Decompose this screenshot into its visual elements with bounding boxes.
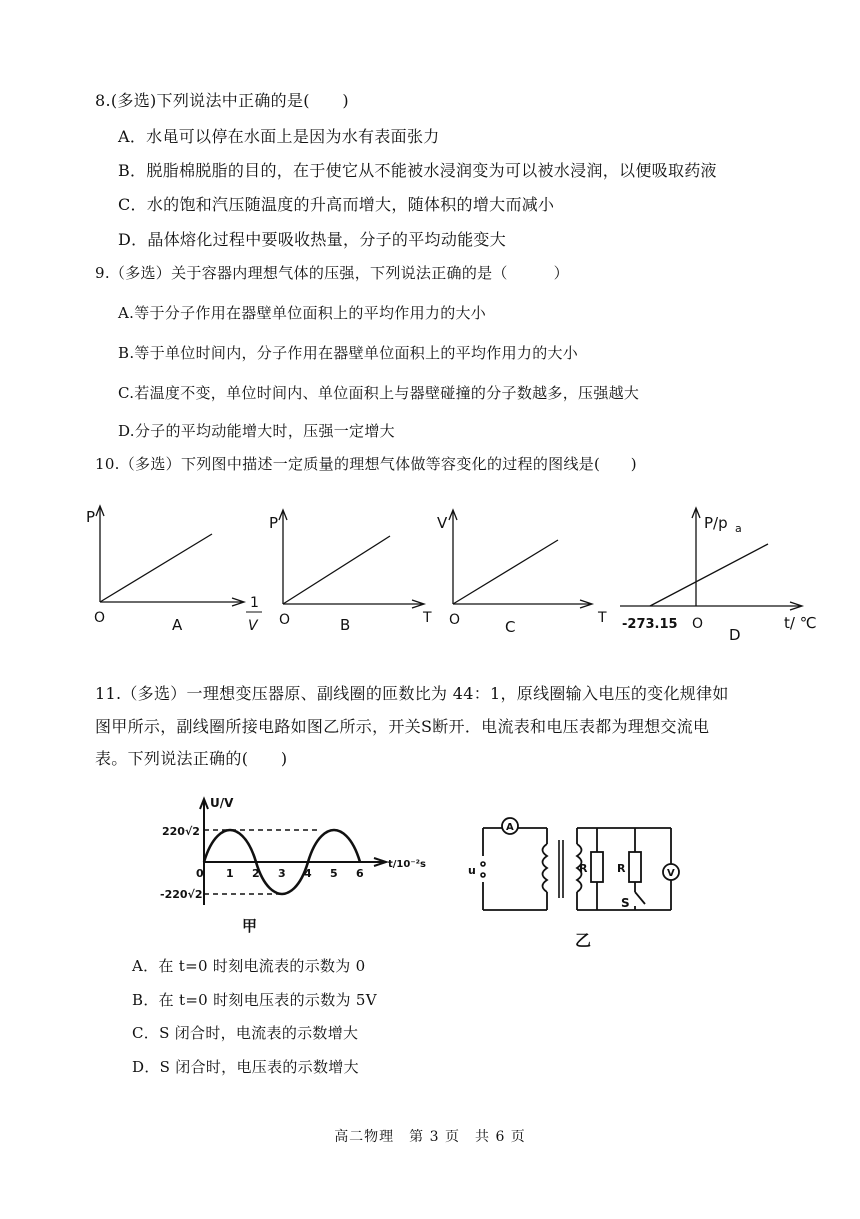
graph-c [437,510,607,636]
question-9-option-c: C.若温度不变，单位时间内、单位面积上与器壁碰撞的分子数越多，压强越大 [118,384,640,402]
graph-d-origin: O [692,616,704,632]
question-8-option-b: B．脱脂棉脱脂的目的，在于使它从不能被水浸润变为可以被水浸润，以便吸取药液 [118,161,717,180]
switch-label: S [621,896,630,910]
figure-yi-circuit [465,812,695,962]
graph-d-x-label: t/ ℃ [784,614,817,632]
resistor-2-label: R [617,862,626,875]
graph-a-x-den: V [248,618,258,634]
voltmeter-label: V [667,868,675,879]
question-9-option-a: A.等于分子作用在器壁单位面积上的平均作用力的大小 [118,304,487,322]
jia-y-min: -220√2 [160,888,203,901]
jia-tick-5: 5 [330,867,338,880]
graph-d-caption: D [729,626,741,644]
figure-jia-voltage-graph [160,795,430,945]
resistor-2 [629,852,641,882]
graph-b-origin: O [279,612,291,628]
question-9-option-b: B.等于单位时间内，分子作用在器壁单位面积上的平均作用力的大小 [118,344,579,362]
graph-c-origin: O [449,612,461,628]
question-8-option-a: A．水黾可以停在水面上是因为水有表面张力 [118,127,440,146]
jia-y-max: 220√2 [162,825,200,838]
graph-a [86,506,262,634]
question-10-stem: 10.（多选）下列图中描述一定质量的理想气体做等容变化的过程的图线是( ) [95,455,637,473]
graph-c-caption: C [505,618,516,636]
graph-a-origin: O [94,610,106,626]
graph-d-y-label: P/p [704,514,728,532]
graph-b-y-label: P [269,514,279,532]
input-voltage-label: u [468,864,476,877]
graph-a-y-label: P [86,508,96,526]
question-11-stem-line-3: 表。下列说法正确的( ) [95,749,288,768]
jia-tick-2: 2 [252,867,260,880]
question-9-option-d: D.分子的平均动能增大时，压强一定增大 [118,422,395,440]
question-8-stem: 8.(多选)下列说法中正确的是( ) [95,91,349,110]
question-11-option-d: D．S 闭合时，电压表的示数增大 [132,1058,359,1076]
yi-caption: 乙 [575,931,592,950]
question-11-stem-line-2: 图甲所示，副线圈所接电路如图乙所示，开关S断开．电流表和电压表都为理想交流电 [95,717,710,736]
graph-d [620,508,817,644]
graph-b [269,510,432,634]
graph-a-x-num: 1 [250,595,259,611]
graph-c-x-label: T [598,610,607,626]
question-11-option-b: B．在 t=0 时刻电压表的示数为 5V [132,991,377,1009]
page-footer: 高二物理 第 3 页 共 6 页 [334,1129,526,1145]
jia-tick-3: 3 [278,867,286,880]
graph-b-caption: B [340,616,351,634]
switch-s [635,892,645,904]
resistor-1-label: R [579,862,588,875]
jia-x-axis-label: t/10⁻²s [388,859,426,870]
question-11-option-a: A．在 t=0 时刻电流表的示数为 0 [132,957,366,975]
question-8-option-d: D．晶体熔化过程中要吸收热量，分子的平均动能变大 [118,230,507,249]
jia-tick-6: 6 [356,867,364,880]
graph-b-x-label: T [423,610,432,626]
ammeter-label: A [506,822,514,833]
graph-d-intercept: -273.15 [622,617,678,632]
question-8-option-c: C．水的饱和汽压随温度的升高而增大，随体积的增大而减小 [118,195,555,214]
graph-c-y-label: V [437,514,448,532]
graph-d-y-sub: a [735,522,742,535]
jia-tick-4: 4 [304,867,312,880]
graph-a-caption: A [172,616,183,634]
q10-graphs [80,500,820,650]
question-9-stem: 9.（多选）关于容器内理想气体的压强，下列说法正确的是（ ） [95,264,569,282]
jia-caption: 甲 [242,917,258,935]
question-11-stem-line-1: 11.（多选）一理想变压器原、副线圈的匝数比为 44：1，原线圈输入电压的变化规律如 [95,684,729,703]
jia-tick-0: 0 [196,867,204,880]
jia-tick-1: 1 [226,867,234,880]
question-11-option-c: C．S 闭合时，电流表的示数增大 [132,1024,359,1042]
resistor-1 [591,852,603,882]
jia-y-axis-label: U/V [210,796,234,810]
